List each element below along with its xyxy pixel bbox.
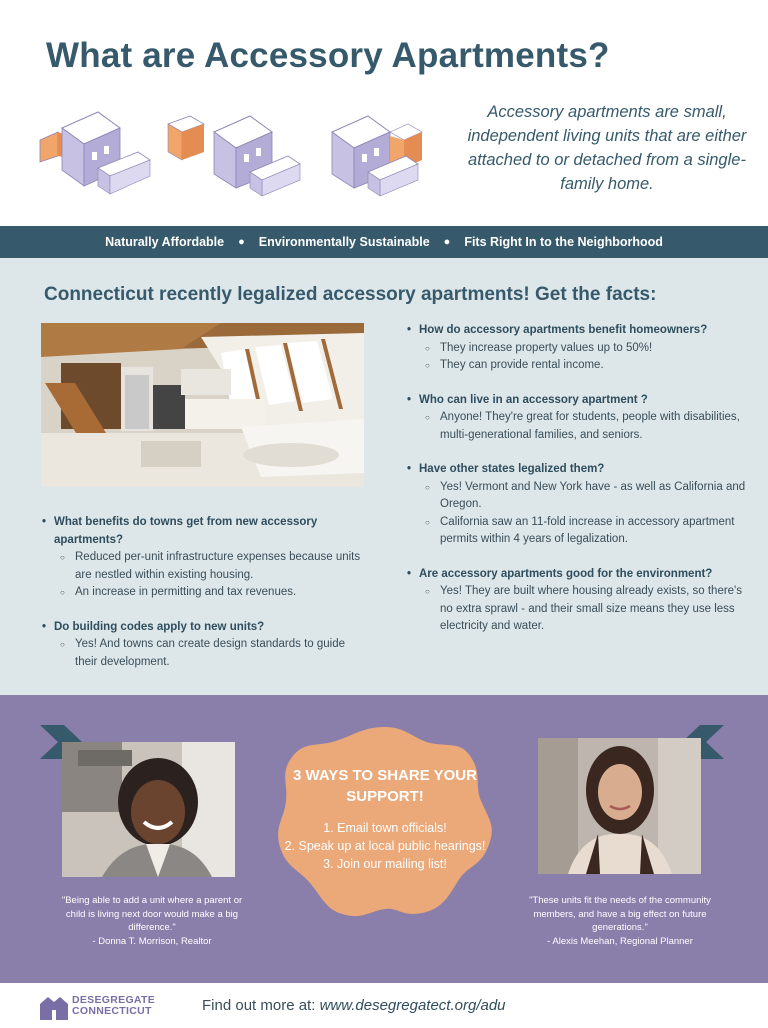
- banner-item-sustainable: Environmentally Sustainable: [258, 235, 430, 249]
- answer-item: ○ They increase property values up to 50%!: [405, 340, 750, 358]
- quote-author: - Donna T. Morrison, Realtor: [92, 935, 212, 947]
- way-item-mailing-list: 3. Join our mailing list!: [323, 857, 447, 871]
- question-homeowner-benefits: • How do accessory apartments benefit homeowners?: [405, 322, 750, 340]
- ways-heading: 3 WAYS TO SHARE YOUR SUPPORT!: [293, 767, 477, 805]
- quote-donna: [52, 894, 252, 948]
- answer-item: ○ Reduced per-unit infrastructure expenses because units are nestled within existing housing.: [40, 549, 370, 584]
- footer: [0, 983, 768, 1028]
- banner-item-neighborhood: Fits Right In to the Neighborhood: [464, 235, 663, 249]
- footer-cta: [202, 997, 506, 1014]
- facts-right-column: [405, 322, 750, 636]
- answer-item: ○ California saw an 11-fold increase in accessory apartment permits within 4 years of legalization.: [405, 514, 750, 549]
- intro-text: Accessory apartments are small, independent living units that are either attached to or detached from a single-family home.: [467, 103, 747, 193]
- way-item-hearings: 2. Speak up at local public hearings!: [284, 839, 486, 853]
- question-other-states: • Have other states legalized them?: [405, 461, 750, 479]
- header: [0, 0, 768, 226]
- page-title: What are Accessory Apartments?: [46, 36, 610, 75]
- quote-author: - Alexis Meehan, Regional Planner: [547, 935, 693, 947]
- kitchen-photo: [41, 323, 364, 487]
- house-attached-unit-illustration: [40, 112, 150, 194]
- ways-content: [274, 723, 496, 919]
- answer-item: ○ Yes! They are built where housing already exists, so there's no extra sprawl - and their small size means they use less electricity and water.: [405, 583, 750, 636]
- house-illustrations: [38, 98, 438, 202]
- logo-line-1: DESEGREGATE: [72, 994, 156, 1006]
- alexis-meehan-photo: [538, 738, 701, 874]
- support-section: [0, 695, 768, 983]
- way-item-email: 1. Email town officials!: [323, 821, 447, 835]
- answer-item: ○ Yes! And towns can create design standards to guide their development.: [40, 636, 370, 671]
- answer-item: ○ Yes! Vermont and New York have - as well as California and Oregon.: [405, 479, 750, 514]
- footer-prefix: Find out more at:: [202, 997, 316, 1014]
- values-banner: [0, 226, 768, 258]
- donna-morrison-photo: [62, 742, 235, 877]
- quote-alexis: [520, 894, 720, 948]
- house-logo-icon: [40, 994, 68, 1020]
- facts-section: [0, 258, 768, 695]
- quote-text: "Being able to add a unit where a parent or child is living next door would make a big difference.": [61, 895, 243, 933]
- question-environment: • Are accessory apartments good for the environment?: [405, 566, 750, 584]
- desegregate-connecticut-logo: [40, 994, 156, 1020]
- answer-item: ○ Anyone! They're great for students, people with disabilities, multi-generational families, and seniors.: [405, 409, 750, 444]
- question-town-benefits: • What benefits do towns get from new accessory apartments?: [40, 514, 370, 549]
- facts-heading: Connecticut recently legalized accessory apartments! Get the facts:: [44, 284, 657, 305]
- website-link[interactable]: www.desegregatect.org/adu: [319, 997, 506, 1014]
- quote-text: "These units fit the needs of the community members, and have a big effect on future generations.": [529, 895, 711, 933]
- facts-left-column: [40, 514, 370, 671]
- house-detached-unit-illustration: [168, 116, 300, 196]
- logo-line-2: CONNECTICUT: [72, 1005, 152, 1017]
- answer-item: ○ An increase in permitting and tax revenues.: [40, 584, 370, 602]
- answer-item: ○ They can provide rental income.: [405, 357, 750, 375]
- banner-item-affordable: Naturally Affordable: [105, 235, 225, 249]
- question-who-can-live: • Who can live in an accessory apartment ?: [405, 392, 750, 410]
- bullet-dot-icon: ●: [238, 236, 245, 248]
- question-building-codes: • Do building codes apply to new units?: [40, 619, 370, 637]
- house-rear-unit-illustration: [332, 116, 422, 196]
- bullet-dot-icon: ●: [443, 236, 451, 248]
